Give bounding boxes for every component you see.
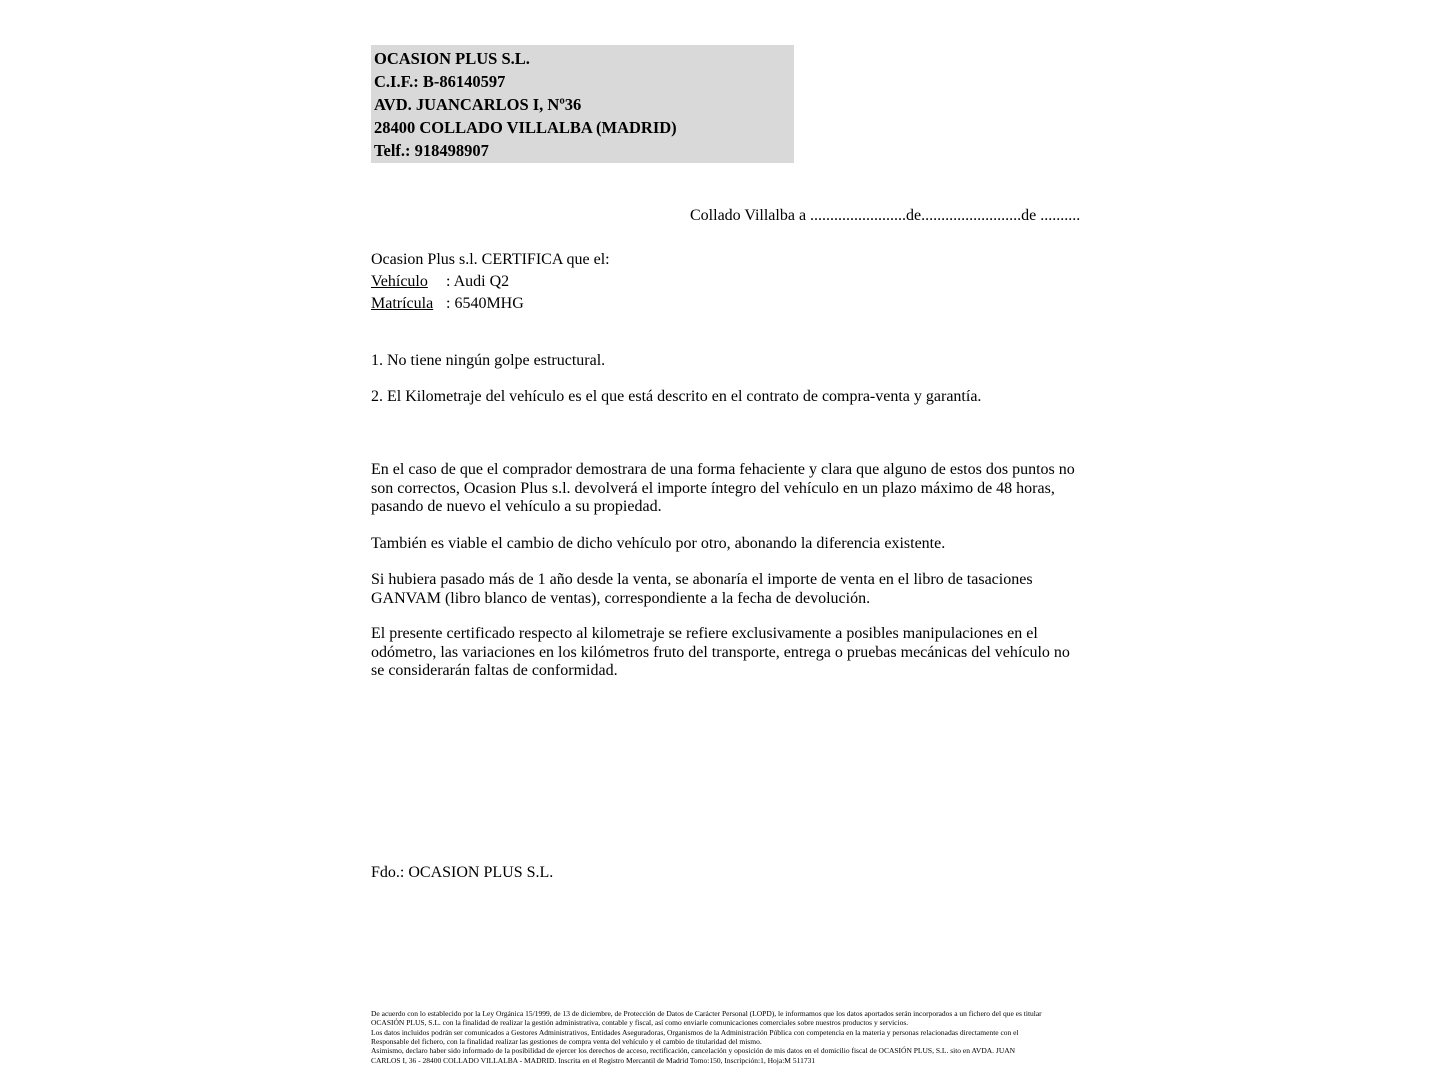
certification-block xyxy=(371,249,610,315)
date-fill-in-line: Collado Villalba a ........................de.........................de .......... xyxy=(690,207,1081,224)
company-phone: Telf.: 918498907 xyxy=(374,141,489,160)
certified-point-1: 1. No tiene ningún golpe estructural. xyxy=(371,352,606,369)
vehicle-value: : Audi Q2 xyxy=(446,273,510,290)
certify-intro: Ocasion Plus s.l. CERTIFICA que el: xyxy=(371,251,610,268)
company-info-box xyxy=(371,45,794,163)
vehicle-label: Vehículo xyxy=(371,273,428,290)
legal-line-2: OCASIÓN PLUS, S.L. con la finalidad de realizar la gestión administrativa, contable y fiscal, así como enviarle comunicaciones comerciales sobre nuestros productos y servicios. xyxy=(371,1018,909,1028)
plate-field xyxy=(371,293,610,315)
company-name: OCASION PLUS S.L. xyxy=(374,49,530,68)
refund-paragraph: En el caso de que el comprador demostrara de una forma fehaciente y clara que alguno de estos dos puntos no son correctos, Ocasion Plus s.l. devolverá el importe íntegro del vehículo en un plazo máximo de 48 horas, pasando de nuevo el vehículo a su propiedad. xyxy=(371,461,1075,515)
exchange-paragraph: También es viable el cambio de dicho vehículo por otro, abonando la diferencia existente. xyxy=(371,535,946,552)
legal-line-6: CARLOS I, 36 - 28400 COLLADO VILLALBA - MADRID. Inscrita en el Registro Mercantil de Madrid Tomo:150, Inscripción:1, Hoja:M 511731 xyxy=(371,1055,816,1065)
plate-label: Matrícula xyxy=(371,295,434,312)
plate-value: : 6540MHG xyxy=(446,295,524,312)
company-city: 28400 COLLADO VILLALBA (MADRID) xyxy=(374,118,677,137)
company-cif: C.I.F.: B-86140597 xyxy=(374,72,506,91)
company-address: AVD. JUANCARLOS I, Nº36 xyxy=(374,95,582,114)
legal-line-1: De acuerdo con lo establecido por la Ley Orgánica 15/1999, de 13 de diciembre, de Protección de Datos de Carácter Personal (LOPD), le informamos que los datos aportados serán incorporados a un fichero del que es titular xyxy=(371,1009,1042,1018)
ganvam-paragraph: Si hubiera pasado más de 1 año desde la venta, se abonaría el importe de venta en el libro de tasaciones GANVAM (libro blanco de ventas), correspondiente a la fecha de devolución. xyxy=(371,571,1033,607)
legal-line-5: Asimismo, declaro haber sido informado de la posibilidad de ejercer los derechos de acceso, rectificación, cancelación y oposición de mis datos en el domicilio fiscal de OCASIÓN PLUS, S.L. sito en AVDA. JUAN xyxy=(371,1046,1016,1056)
legal-data-protection-notice xyxy=(371,1009,1042,1065)
legal-line-4: Responsable del fichero, con la finalidad realizar las gestiones de compra venta del vehículo y el cambio de titularidad del mismo. xyxy=(371,1037,762,1047)
legal-line-3: Los datos incluidos podrán ser comunicados a Gestores Administrativos, Entidades Aseguradoras, Organismos de la Administración Pública con competencia en la materia y personas relacionadas directamente con el xyxy=(371,1027,1019,1037)
certified-point-2: 2. El Kilometraje del vehículo es el que está descrito en el contrato de compra-venta y garantía. xyxy=(371,388,982,405)
odometer-paragraph: El presente certificado respecto al kilometraje se refiere exclusivamente a posibles manipulaciones en el odómetro, las variaciones en los kilómetros fruto del transporte, entrega o pruebas mecánicas del vehículo no se considerarán faltas de conformidad. xyxy=(371,625,1070,679)
signature-line: Fdo.: OCASION PLUS S.L. xyxy=(371,864,554,881)
vehicle-field xyxy=(371,271,610,293)
